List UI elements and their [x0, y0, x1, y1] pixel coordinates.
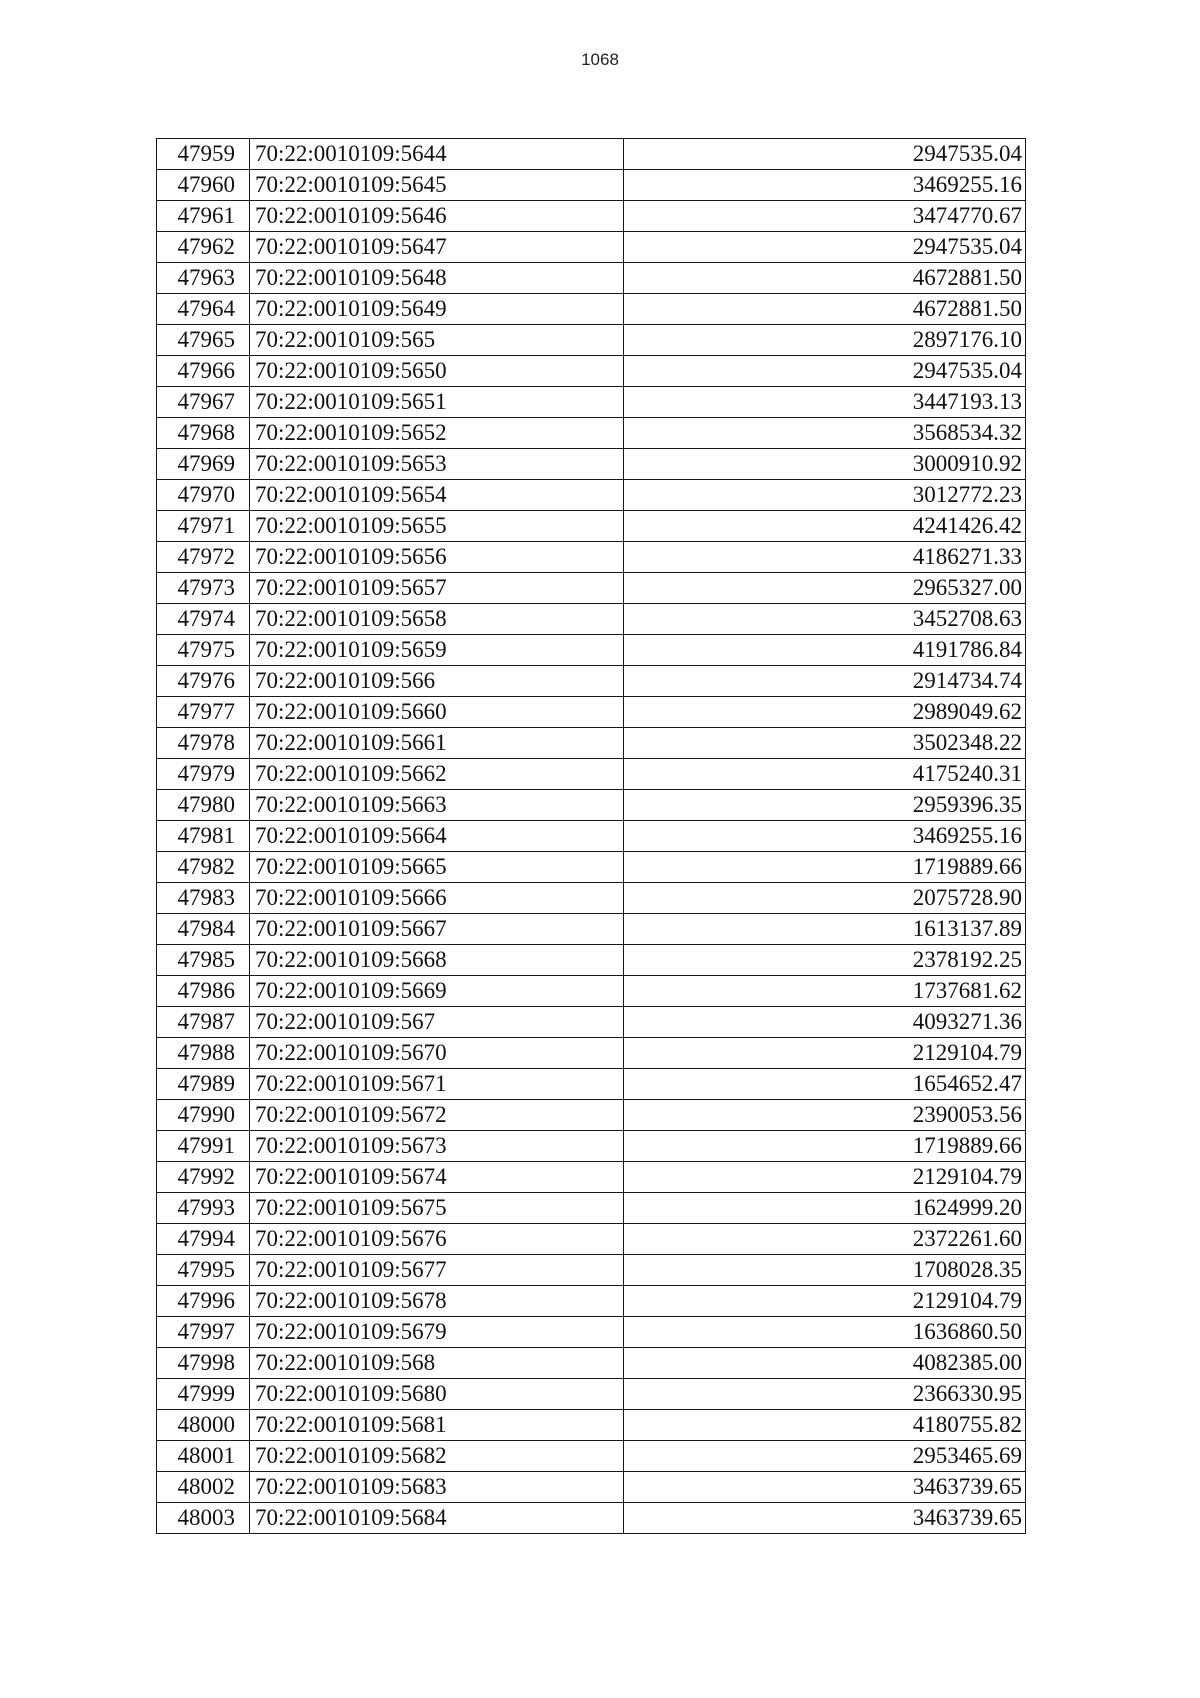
- row-number-cell: 48003: [157, 1503, 250, 1534]
- cadastral-number-cell: 70:22:0010109:5677: [250, 1255, 624, 1286]
- cadastral-number-cell: 70:22:0010109:5656: [250, 542, 624, 573]
- row-number-cell: 47961: [157, 201, 250, 232]
- cadastral-number-cell: 70:22:0010109:5645: [250, 170, 624, 201]
- row-number-cell: 47970: [157, 480, 250, 511]
- cadastral-number-cell: 70:22:0010109:5647: [250, 232, 624, 263]
- row-number-cell: 47998: [157, 1348, 250, 1379]
- row-number-cell: 47965: [157, 325, 250, 356]
- cadastral-value-cell: 2959396.35: [624, 790, 1026, 821]
- table-row: [157, 1193, 1026, 1224]
- table-row: [157, 945, 1026, 976]
- table-row: [157, 666, 1026, 697]
- table-row: [157, 1286, 1026, 1317]
- row-number-cell: 48001: [157, 1441, 250, 1472]
- cadastral-value-cell: 2372261.60: [624, 1224, 1026, 1255]
- cadastral-value-cell: 4082385.00: [624, 1348, 1026, 1379]
- cadastral-number-cell: 70:22:0010109:565: [250, 325, 624, 356]
- table-row: [157, 728, 1026, 759]
- cadastral-number-cell: 70:22:0010109:5657: [250, 573, 624, 604]
- row-number-cell: 47981: [157, 821, 250, 852]
- cadastral-number-cell: 70:22:0010109:5659: [250, 635, 624, 666]
- row-number-cell: 47963: [157, 263, 250, 294]
- cadastral-value-cell: 3463739.65: [624, 1472, 1026, 1503]
- cadastral-number-cell: 70:22:0010109:5673: [250, 1131, 624, 1162]
- table-row: [157, 1348, 1026, 1379]
- cadastral-number-cell: 70:22:0010109:5681: [250, 1410, 624, 1441]
- cadastral-value-cell: 3000910.92: [624, 449, 1026, 480]
- row-number-cell: 47983: [157, 883, 250, 914]
- cadastral-number-cell: 70:22:0010109:5662: [250, 759, 624, 790]
- table-row: [157, 821, 1026, 852]
- cadastral-number-cell: 70:22:0010109:5672: [250, 1100, 624, 1131]
- cadastral-value-cell: 2378192.25: [624, 945, 1026, 976]
- cadastral-value-cell: 2947535.04: [624, 356, 1026, 387]
- cadastral-number-cell: 70:22:0010109:5646: [250, 201, 624, 232]
- cadastral-number-cell: 70:22:0010109:5648: [250, 263, 624, 294]
- cadastral-number-cell: 70:22:0010109:5670: [250, 1038, 624, 1069]
- cadastral-number-cell: 70:22:0010109:5650: [250, 356, 624, 387]
- cadastral-number-cell: 70:22:0010109:5654: [250, 480, 624, 511]
- cadastral-number-cell: 70:22:0010109:5668: [250, 945, 624, 976]
- cadastral-number-cell: 70:22:0010109:5669: [250, 976, 624, 1007]
- cadastral-number-cell: 70:22:0010109:5660: [250, 697, 624, 728]
- cadastral-number-cell: 70:22:0010109:5680: [250, 1379, 624, 1410]
- cadastral-value-cell: 4191786.84: [624, 635, 1026, 666]
- row-number-cell: 47962: [157, 232, 250, 263]
- row-number-cell: 47995: [157, 1255, 250, 1286]
- cadastral-value-cell: 1719889.66: [624, 852, 1026, 883]
- table-body: [157, 139, 1026, 1534]
- row-number-cell: 48000: [157, 1410, 250, 1441]
- cadastral-value-cell: 4093271.36: [624, 1007, 1026, 1038]
- table-row: [157, 1410, 1026, 1441]
- cadastral-number-cell: 70:22:0010109:567: [250, 1007, 624, 1038]
- row-number-cell: 47976: [157, 666, 250, 697]
- cadastral-number-cell: 70:22:0010109:5675: [250, 1193, 624, 1224]
- cadastral-number-cell: 70:22:0010109:5649: [250, 294, 624, 325]
- table-row: [157, 511, 1026, 542]
- table-row: [157, 232, 1026, 263]
- table-row: [157, 1317, 1026, 1348]
- cadastral-value-cell: 1613137.89: [624, 914, 1026, 945]
- row-number-cell: 47997: [157, 1317, 250, 1348]
- row-number-cell: 47999: [157, 1379, 250, 1410]
- cadastral-value-cell: 2947535.04: [624, 232, 1026, 263]
- cadastral-value-cell: 3469255.16: [624, 821, 1026, 852]
- table-row: [157, 1162, 1026, 1193]
- cadastral-value-cell: 4241426.42: [624, 511, 1026, 542]
- cadastral-number-cell: 70:22:0010109:5684: [250, 1503, 624, 1534]
- row-number-cell: 47990: [157, 1100, 250, 1131]
- table-row: [157, 480, 1026, 511]
- cadastral-value-cell: 2965327.00: [624, 573, 1026, 604]
- table-row: [157, 325, 1026, 356]
- cadastral-value-cell: 3447193.13: [624, 387, 1026, 418]
- cadastral-value-cell: 2075728.90: [624, 883, 1026, 914]
- cadastral-number-cell: 70:22:0010109:566: [250, 666, 624, 697]
- cadastral-value-cell: 4672881.50: [624, 263, 1026, 294]
- page-number: 1068: [581, 50, 619, 69]
- cadastral-number-cell: 70:22:0010109:5651: [250, 387, 624, 418]
- table-row: [157, 1069, 1026, 1100]
- table-row: [157, 1441, 1026, 1472]
- table-row: [157, 356, 1026, 387]
- cadastral-value-cell: 4186271.33: [624, 542, 1026, 573]
- row-number-cell: 47991: [157, 1131, 250, 1162]
- cadastral-value-cell: 1654652.47: [624, 1069, 1026, 1100]
- table-row: [157, 883, 1026, 914]
- row-number-cell: 47966: [157, 356, 250, 387]
- table-row: [157, 852, 1026, 883]
- cadastral-value-cell: 4672881.50: [624, 294, 1026, 325]
- row-number-cell: 47960: [157, 170, 250, 201]
- row-number-cell: 47971: [157, 511, 250, 542]
- row-number-cell: 47969: [157, 449, 250, 480]
- table-row: [157, 201, 1026, 232]
- table-row: [157, 263, 1026, 294]
- cadastral-value-cell: 2129104.79: [624, 1038, 1026, 1069]
- cadastral-value-cell: 3474770.67: [624, 201, 1026, 232]
- cadastral-value-cell: 1719889.66: [624, 1131, 1026, 1162]
- cadastral-value-cell: 3452708.63: [624, 604, 1026, 635]
- cadastral-number-cell: 70:22:0010109:5652: [250, 418, 624, 449]
- row-number-cell: 48002: [157, 1472, 250, 1503]
- cadastral-value-cell: 3469255.16: [624, 170, 1026, 201]
- table-row: [157, 759, 1026, 790]
- row-number-cell: 47984: [157, 914, 250, 945]
- table-row: [157, 1100, 1026, 1131]
- cadastral-number-cell: 70:22:0010109:5671: [250, 1069, 624, 1100]
- row-number-cell: 47972: [157, 542, 250, 573]
- row-number-cell: 47993: [157, 1193, 250, 1224]
- cadastral-value-cell: 4180755.82: [624, 1410, 1026, 1441]
- row-number-cell: 47992: [157, 1162, 250, 1193]
- cadastral-number-cell: 70:22:0010109:5653: [250, 449, 624, 480]
- cadastral-number-cell: 70:22:0010109:5682: [250, 1441, 624, 1472]
- row-number-cell: 47980: [157, 790, 250, 821]
- table-row: [157, 387, 1026, 418]
- row-number-cell: 47974: [157, 604, 250, 635]
- cadastral-value-cell: 2947535.04: [624, 139, 1026, 170]
- cadastral-number-cell: 70:22:0010109:5667: [250, 914, 624, 945]
- row-number-cell: 47987: [157, 1007, 250, 1038]
- cadastral-value-cell: 1624999.20: [624, 1193, 1026, 1224]
- cadastral-value-cell: 2989049.62: [624, 697, 1026, 728]
- table-row: [157, 1224, 1026, 1255]
- table-row: [157, 1503, 1026, 1534]
- table-row: [157, 697, 1026, 728]
- row-number-cell: 47967: [157, 387, 250, 418]
- table-row: [157, 542, 1026, 573]
- cadastral-value-cell: 2366330.95: [624, 1379, 1026, 1410]
- table-row: [157, 418, 1026, 449]
- cadastral-number-cell: 70:22:0010109:5644: [250, 139, 624, 170]
- cadastral-number-cell: 70:22:0010109:568: [250, 1348, 624, 1379]
- table-row: [157, 170, 1026, 201]
- table-row: [157, 976, 1026, 1007]
- cadastral-number-cell: 70:22:0010109:5676: [250, 1224, 624, 1255]
- table-row: [157, 139, 1026, 170]
- cadastral-value-cell: 2897176.10: [624, 325, 1026, 356]
- table-row: [157, 1255, 1026, 1286]
- row-number-cell: 47988: [157, 1038, 250, 1069]
- table-row: [157, 635, 1026, 666]
- cadastral-number-cell: 70:22:0010109:5664: [250, 821, 624, 852]
- cadastral-value-table: [156, 138, 1026, 1534]
- row-number-cell: 47978: [157, 728, 250, 759]
- cadastral-number-cell: 70:22:0010109:5678: [250, 1286, 624, 1317]
- cadastral-value-cell: 3012772.23: [624, 480, 1026, 511]
- cadastral-value-cell: 3463739.65: [624, 1503, 1026, 1534]
- row-number-cell: 47959: [157, 139, 250, 170]
- row-number-cell: 47968: [157, 418, 250, 449]
- cadastral-value-cell: 2129104.79: [624, 1162, 1026, 1193]
- cadastral-number-cell: 70:22:0010109:5683: [250, 1472, 624, 1503]
- row-number-cell: 47996: [157, 1286, 250, 1317]
- row-number-cell: 47973: [157, 573, 250, 604]
- row-number-cell: 47977: [157, 697, 250, 728]
- cadastral-value-cell: 2914734.74: [624, 666, 1026, 697]
- cadastral-value-cell: 2390053.56: [624, 1100, 1026, 1131]
- cadastral-number-cell: 70:22:0010109:5663: [250, 790, 624, 821]
- table-row: [157, 604, 1026, 635]
- row-number-cell: 47989: [157, 1069, 250, 1100]
- table-row: [157, 1007, 1026, 1038]
- cadastral-value-cell: 1636860.50: [624, 1317, 1026, 1348]
- row-number-cell: 47985: [157, 945, 250, 976]
- table-row: [157, 573, 1026, 604]
- cadastral-number-cell: 70:22:0010109:5674: [250, 1162, 624, 1193]
- row-number-cell: 47986: [157, 976, 250, 1007]
- table-row: [157, 790, 1026, 821]
- cadastral-value-cell: 1737681.62: [624, 976, 1026, 1007]
- cadastral-number-cell: 70:22:0010109:5665: [250, 852, 624, 883]
- cadastral-value-cell: 3568534.32: [624, 418, 1026, 449]
- table-row: [157, 449, 1026, 480]
- cadastral-value-cell: 2129104.79: [624, 1286, 1026, 1317]
- row-number-cell: 47982: [157, 852, 250, 883]
- table-row: [157, 914, 1026, 945]
- row-number-cell: 47964: [157, 294, 250, 325]
- cadastral-number-cell: 70:22:0010109:5655: [250, 511, 624, 542]
- cadastral-number-cell: 70:22:0010109:5666: [250, 883, 624, 914]
- cadastral-number-cell: 70:22:0010109:5661: [250, 728, 624, 759]
- table-row: [157, 1379, 1026, 1410]
- cadastral-value-cell: 4175240.31: [624, 759, 1026, 790]
- row-number-cell: 47975: [157, 635, 250, 666]
- table-row: [157, 1038, 1026, 1069]
- table-row: [157, 1472, 1026, 1503]
- cadastral-number-cell: 70:22:0010109:5658: [250, 604, 624, 635]
- table-row: [157, 1131, 1026, 1162]
- cadastral-value-cell: 3502348.22: [624, 728, 1026, 759]
- cadastral-value-cell: 1708028.35: [624, 1255, 1026, 1286]
- cadastral-value-cell: 2953465.69: [624, 1441, 1026, 1472]
- row-number-cell: 47979: [157, 759, 250, 790]
- row-number-cell: 47994: [157, 1224, 250, 1255]
- table-row: [157, 294, 1026, 325]
- cadastral-number-cell: 70:22:0010109:5679: [250, 1317, 624, 1348]
